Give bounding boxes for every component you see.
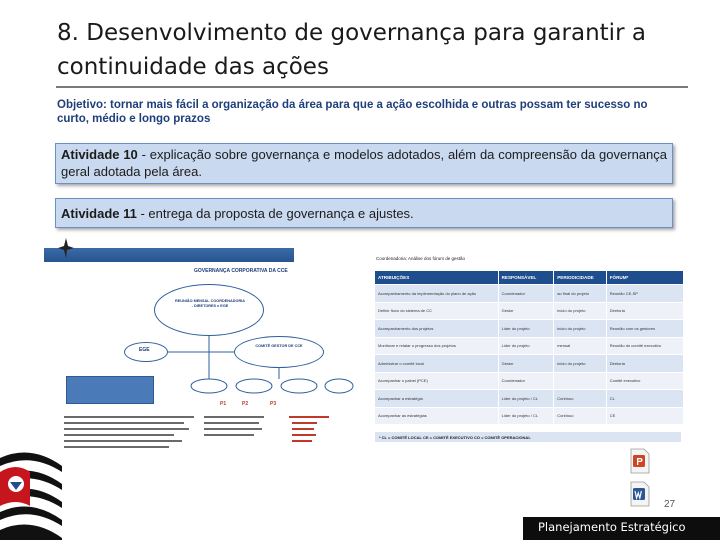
diagram-note-box (66, 376, 154, 404)
table-row (375, 355, 684, 373)
table-cell: CL (606, 390, 683, 408)
table-cell: Monitorar e relatar o progresso dos projetos (375, 337, 499, 355)
table-cell: Coordenador (498, 285, 554, 303)
table-cell: Diretoria (606, 302, 683, 320)
table-cell: Comitê executivo (606, 372, 683, 390)
table-row (375, 337, 684, 355)
activity-10-description: - explicação sobre governança e modelos adotados, além da compreensão da governança geral adotada pela área. (61, 147, 667, 179)
table-cell: início do projeto (554, 355, 607, 373)
table-cell: início do projeto (554, 302, 607, 320)
ege-node-label: EGE (139, 347, 150, 353)
table-caption: Coordenadoria: Análise dos fórum de gestão (376, 256, 466, 261)
p1-label: P1 (220, 401, 227, 407)
table-cell: Acompanhamento dos projetos (375, 320, 499, 338)
table-cell: Acompanhamento da implementação do plano de ação (375, 285, 499, 303)
table-cell (554, 372, 607, 390)
activity-10-label: Atividade 10 (61, 147, 138, 162)
table-cell: Líder do projeto (498, 337, 554, 355)
powerpoint-file-icon[interactable] (629, 448, 651, 474)
activity-11-text (61, 205, 667, 222)
page-number: 27 (664, 499, 676, 510)
table-cell: Coordenador (498, 372, 554, 390)
title-line-1: 8. Desenvolvimento de governança para garantir a (57, 20, 646, 46)
table-cell: Contínuo (554, 407, 607, 425)
table-header: RESPONSÁVEL (498, 271, 554, 285)
table-cell: Líder do projeto / CL (498, 407, 554, 425)
table-row (375, 285, 684, 303)
table-row (375, 320, 684, 338)
p3-label: P3 (270, 401, 277, 407)
top-node-label: REUNIÃO MENSAL COORDENADORIA - DIRETORES e EGE (175, 299, 245, 308)
committee-node-label: COMITÊ GESTOR DE CCE (255, 344, 303, 348)
footer-label: Planejamento Estratégico (538, 520, 686, 534)
sao-paulo-flag-decoration (0, 380, 62, 540)
table-cell: Gestor (498, 302, 554, 320)
table-cell: Líder do projeto (498, 320, 554, 338)
title-line-2: continuidade das ações (57, 54, 329, 80)
table-header: ATRIBUIÇÕES (375, 271, 499, 285)
table-row (375, 407, 684, 425)
table-cell: Gestor (498, 355, 554, 373)
table-cell: ao final do projeto (554, 285, 607, 303)
table-footer: * CL = COMITÊ LOCAL CE = COMITÊ EXECUTIVO CO = COMITÊ OPERACIONAL (375, 432, 681, 442)
table-cell: Líder do projeto / CL (498, 390, 554, 408)
governance-table (374, 270, 684, 425)
diagram-title: GOVERNANÇA CORPORATIVA DA CCE (194, 268, 288, 274)
table-cell: Reunião com os gestores (606, 320, 683, 338)
table-cell: Acompanhar as estratégias (375, 407, 499, 425)
objective-text: Objetivo: tornar mais fácil a organização da área para que a ação escolhida e outras possam ter sucesso no curto, médio e longo prazos (57, 99, 648, 125)
table-cell: Acompanhar o painel (PCE) (375, 372, 499, 390)
table-cell: Administrar o comitê local (375, 355, 499, 373)
table-header: FÓRUM* (606, 271, 683, 285)
slide-title (57, 16, 697, 84)
table-cell: início do projeto (554, 320, 607, 338)
governance-diagram (44, 244, 354, 464)
table-cell: Reunião CE-SP (606, 285, 683, 303)
p2-label: P2 (242, 401, 249, 407)
table-cell: mensal (554, 337, 607, 355)
diagram-legend (64, 414, 354, 458)
table-row (375, 372, 684, 390)
table-cell: CE (606, 407, 683, 425)
table-row (375, 302, 684, 320)
table-cell: Reunião do comitê executivo (606, 337, 683, 355)
governance-table-panel (371, 256, 684, 444)
activity-11-box (55, 198, 673, 228)
table-cell: Acompanhar a estratégia (375, 390, 499, 408)
table-cell: Contínuo (554, 390, 607, 408)
table-cell: Definir fluxo do sistema de CC (375, 302, 499, 320)
activity-10-text (61, 146, 667, 180)
activity-11-description: - entrega da proposta de governança e ajustes. (136, 206, 414, 221)
table-cell: Diretoria (606, 355, 683, 373)
table-header-row (375, 271, 684, 285)
word-file-icon[interactable] (629, 481, 651, 507)
activity-10-box (55, 143, 673, 184)
title-divider (56, 86, 688, 88)
activity-11-label: Atividade 11 (61, 206, 137, 221)
table-header: PERIODICIDADE (554, 271, 607, 285)
table-row (375, 390, 684, 408)
